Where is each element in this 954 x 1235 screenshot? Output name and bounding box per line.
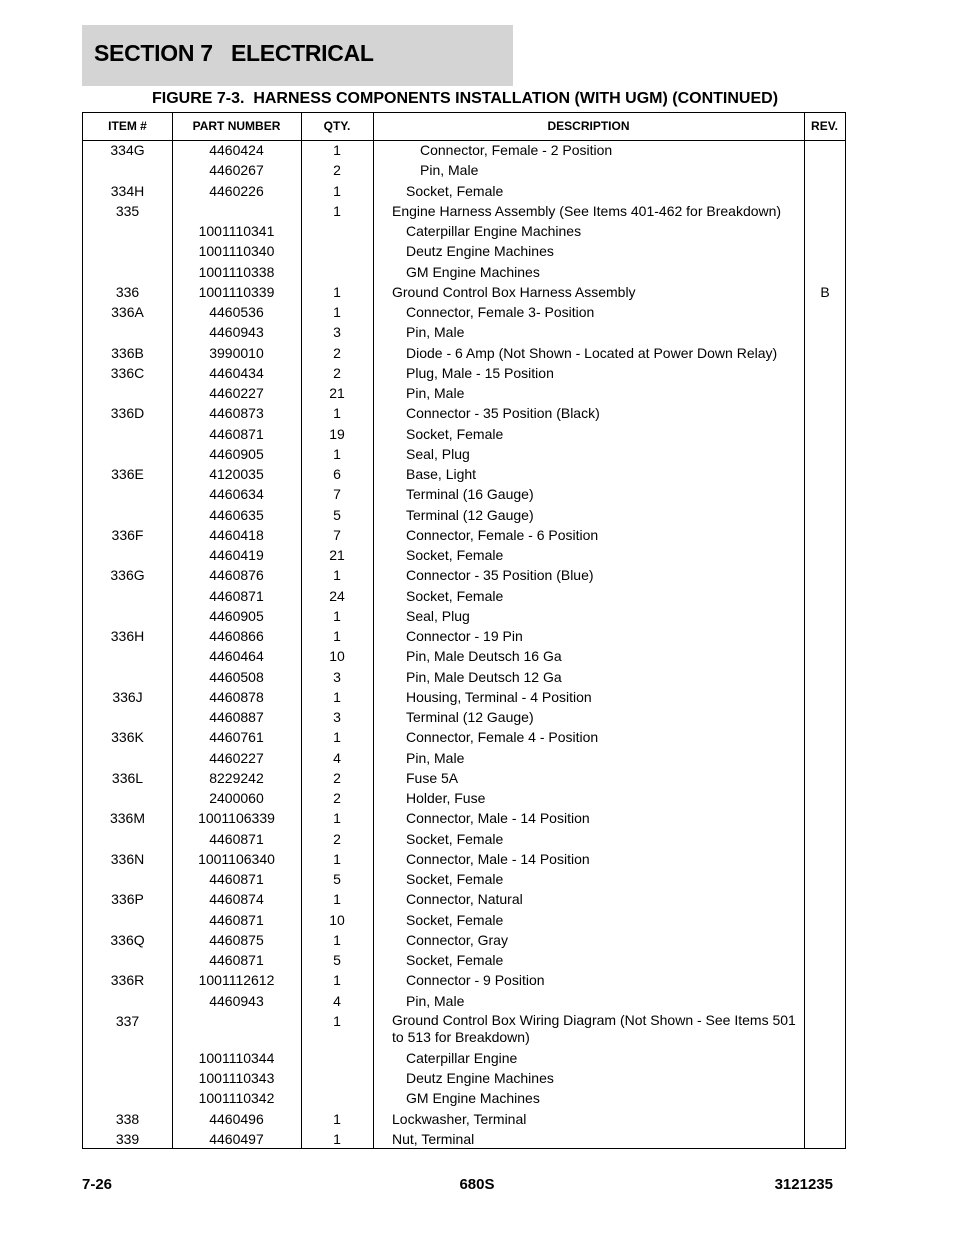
quantity-cell: 1 (333, 304, 341, 320)
figure-title: FIGURE 7-3. HARNESS COMPONENTS INSTALLATION (WITH UGM) (CONTINUED) (151, 90, 779, 107)
item-number-cell: 336A (111, 304, 144, 320)
quantity-cell: 3 (333, 324, 341, 341)
quantity-cell: 2 (333, 162, 341, 179)
part-number-cell: 4460635 (209, 506, 264, 523)
table-row (83, 687, 845, 707)
item-number-cell: 336N (110, 850, 145, 867)
item-number-cell: 336J (112, 688, 143, 705)
table-row (83, 606, 845, 626)
item-number-cell: 336R (110, 972, 145, 989)
table-row (83, 727, 845, 747)
table-row (83, 748, 845, 768)
quantity-cell: 2 (333, 364, 341, 381)
table-row (83, 1011, 845, 1048)
part-number-cell: 3990010 (209, 344, 264, 361)
description-cell: Terminal (12 Gauge) (406, 506, 534, 523)
item-number-cell: 335 (115, 202, 140, 219)
table-row (83, 424, 845, 444)
table-row (83, 525, 845, 545)
item-number-cell: 334G (110, 142, 145, 158)
column-header-item: ITEM # (108, 119, 147, 133)
part-number-cell: 8229242 (209, 769, 264, 786)
quantity-cell: 1 (333, 1110, 341, 1127)
part-number-cell: 4460419 (209, 547, 264, 563)
item-number-cell: 337 (115, 1012, 140, 1029)
quantity-cell: 3 (333, 709, 341, 725)
table-row (83, 646, 845, 666)
part-number-cell: 4460227 (209, 749, 264, 766)
quantity-cell: 1 (333, 1130, 341, 1147)
quantity-cell: 24 (329, 587, 345, 604)
description-cell: GM Engine Machines (406, 263, 540, 280)
description-cell: Pin, Male (406, 385, 465, 401)
column-header-rev: REV. (811, 119, 838, 133)
part-number-cell: 4460905 (209, 607, 264, 624)
quantity-cell: 3 (333, 668, 341, 685)
description-cell: Nut, Terminal (392, 1130, 475, 1147)
item-number-cell: 339 (115, 1130, 140, 1147)
part-number-cell: 4460943 (209, 324, 264, 341)
table-row (83, 1068, 845, 1088)
description-cell: Seal, Plug (406, 445, 470, 462)
table-row (83, 1109, 845, 1129)
part-number-cell: 4460226 (209, 182, 264, 199)
parts-table (82, 112, 846, 1149)
table-row (83, 1048, 845, 1068)
item-number-cell: 336 (115, 283, 140, 300)
quantity-cell: 1 (333, 445, 341, 462)
table-row (83, 444, 845, 464)
quantity-cell: 1 (333, 182, 341, 199)
quantity-cell: 1 (333, 688, 341, 705)
item-number-cell: 336F (111, 526, 144, 543)
part-number-cell: 4460761 (209, 729, 264, 746)
quantity-cell: 2 (333, 769, 341, 786)
description-cell: Caterpillar Engine Machines (406, 223, 582, 239)
part-number-cell: 4460634 (209, 486, 264, 503)
description-cell: Ground Control Box Harness Assembly (392, 283, 636, 300)
table-row (83, 262, 845, 282)
table-row (83, 343, 845, 363)
item-number-cell: 336C (110, 364, 145, 381)
part-number-cell: 1001110344 (198, 1049, 275, 1066)
description-cell: Connector, Female - 6 Position (406, 526, 599, 543)
description-cell: Fuse 5A (406, 769, 459, 786)
description-cell: Connector - 9 Position (406, 972, 545, 989)
section-title: SECTION 7 ELECTRICAL (94, 40, 374, 66)
quantity-cell: 1 (333, 931, 341, 948)
part-number-cell: 4460536 (209, 304, 264, 320)
table-row (83, 282, 845, 302)
item-number-cell: 336D (110, 405, 145, 422)
item-number-cell: 336L (111, 769, 144, 786)
quantity-cell: 21 (329, 547, 345, 563)
part-number-cell: 1001110341 (198, 223, 275, 239)
table-row (83, 889, 845, 909)
table-row (83, 707, 845, 727)
description-cell: Pin, Male (406, 324, 465, 341)
description-cell: Socket, Female (406, 182, 504, 199)
quantity-cell: 1 (333, 142, 341, 158)
quantity-cell: 2 (333, 790, 341, 806)
quantity-cell: 1 (333, 729, 341, 746)
part-number-cell: 4460267 (209, 162, 264, 179)
item-number-cell: 336E (111, 466, 144, 482)
description-cell: Ground Control Box Wiring Diagram (Not Shown - See Items 501 to 513 for Breakdown) (392, 1011, 796, 1045)
model-name: 680S (459, 1176, 495, 1193)
part-number-cell: 1001112612 (198, 972, 275, 989)
column-header-description: DESCRIPTION (547, 119, 630, 133)
description-cell: Lockwasher, Terminal (392, 1110, 527, 1127)
description-cell: Socket, Female (406, 547, 504, 563)
quantity-cell: 2 (333, 344, 341, 361)
part-number-cell: 4460878 (209, 688, 264, 705)
table-row (83, 403, 845, 423)
part-number-cell: 4460508 (209, 668, 264, 685)
table-row (83, 505, 845, 525)
table-row (83, 869, 845, 889)
description-cell: Pin, Male (406, 749, 465, 766)
table-row (83, 910, 845, 930)
part-number-cell: 4460227 (209, 385, 264, 401)
table-row (83, 970, 845, 990)
item-number-cell: 336M (109, 810, 146, 827)
table-row (83, 626, 845, 646)
description-cell: Diode - 6 Amp (Not Shown - Located at Power Down Relay) (406, 344, 778, 361)
description-cell: Pin, Male Deutsch 12 Ga (406, 668, 562, 685)
description-cell: Connector, Female 3- Position (406, 304, 595, 320)
column-header-part-number: PART NUMBER (192, 119, 281, 133)
document-number: 3121235 (774, 1176, 833, 1193)
description-cell: Connector, Male - 14 Position (406, 850, 590, 867)
table-row (83, 322, 845, 342)
item-number-cell: 336G (110, 567, 145, 584)
description-cell: Connector - 19 Pin (406, 628, 523, 644)
table-row (83, 140, 845, 160)
revision-cell: B (820, 283, 830, 300)
description-cell: Socket, Female (406, 830, 504, 847)
item-number-cell: 338 (115, 1110, 140, 1127)
table-row (83, 484, 845, 504)
table-row (83, 181, 845, 201)
table-row (83, 930, 845, 950)
table-row (83, 464, 845, 484)
table-row (83, 363, 845, 383)
quantity-cell: 1 (333, 850, 341, 867)
part-number-cell: 1001110343 (198, 1070, 275, 1086)
item-number-cell: 336H (110, 628, 145, 644)
description-cell: Engine Harness Assembly (See Items 401-462 for Breakdown) (392, 202, 782, 219)
quantity-cell: 1 (333, 1012, 341, 1029)
part-number-cell: 4460887 (209, 709, 264, 725)
description-cell: Pin, Male Deutsch 16 Ga (406, 648, 562, 665)
table-row (83, 241, 845, 261)
part-number-cell: 4460943 (209, 992, 264, 1009)
table-row (83, 1129, 845, 1149)
table-row (83, 1088, 845, 1108)
description-cell: Holder, Fuse (406, 790, 486, 806)
table-row (83, 221, 845, 241)
table-row (83, 545, 845, 565)
table-row (83, 829, 845, 849)
item-number-cell: 334H (110, 182, 145, 199)
description-cell: Caterpillar Engine (406, 1049, 518, 1066)
description-cell: Housing, Terminal - 4 Position (406, 688, 592, 705)
part-number-cell: 4460871 (209, 425, 264, 442)
quantity-cell: 1 (333, 567, 341, 584)
table-row (83, 950, 845, 970)
description-cell: Connector, Gray (406, 931, 508, 948)
part-number-cell: 4460434 (209, 364, 264, 381)
table-row (83, 788, 845, 808)
quantity-cell: 4 (333, 992, 341, 1009)
quantity-cell: 21 (329, 385, 345, 401)
description-cell: Connector - 35 Position (Blue) (406, 567, 594, 584)
quantity-cell: 10 (329, 911, 345, 928)
part-number-cell: 2400060 (209, 790, 264, 806)
description-cell: Plug, Male - 15 Position (406, 364, 554, 381)
quantity-cell: 1 (333, 607, 341, 624)
part-number-cell: 1001110338 (198, 263, 275, 280)
quantity-cell: 1 (333, 628, 341, 644)
table-row (83, 302, 845, 322)
table-row (83, 768, 845, 788)
quantity-cell: 5 (333, 871, 341, 887)
part-number-cell: 1001110342 (198, 1090, 275, 1107)
part-number-cell: 4460874 (209, 891, 264, 908)
part-number-cell: 1001110339 (198, 283, 275, 300)
quantity-cell: 1 (333, 891, 341, 908)
description-cell: Seal, Plug (406, 607, 470, 624)
part-number-cell: 4460418 (209, 526, 264, 543)
description-cell: Socket, Female (406, 952, 504, 968)
part-number-cell: 4460876 (209, 567, 264, 584)
part-number-cell: 4460866 (209, 628, 264, 644)
quantity-cell: 1 (333, 283, 341, 300)
part-number-cell: 1001106339 (198, 810, 275, 827)
item-number-cell: 336P (111, 891, 144, 908)
quantity-cell: 1 (333, 972, 341, 989)
table-row (83, 383, 845, 403)
description-cell: Connector - 35 Position (Black) (406, 405, 600, 422)
table-row (83, 565, 845, 585)
description-cell: Socket, Female (406, 871, 504, 887)
table-row (83, 667, 845, 687)
table-row (83, 160, 845, 180)
description-cell: Deutz Engine Machines (406, 1070, 554, 1086)
item-number-cell: 336B (111, 344, 144, 361)
table-row (83, 991, 845, 1011)
description-cell: Socket, Female (406, 425, 504, 442)
section-header-band (82, 25, 513, 86)
quantity-cell: 2 (333, 830, 341, 847)
description-cell: Terminal (12 Gauge) (406, 709, 534, 725)
quantity-cell: 1 (333, 202, 341, 219)
part-number-cell: 4460905 (209, 445, 264, 462)
description-cell: Base, Light (406, 466, 477, 482)
part-number-cell: 1001106340 (198, 850, 275, 867)
description-cell: Pin, Male (420, 162, 479, 179)
item-number-cell: 336K (111, 729, 144, 746)
part-number-cell: 4460424 (209, 142, 264, 158)
quantity-cell: 5 (333, 506, 341, 523)
part-number-cell: 4460871 (209, 830, 264, 847)
part-number-cell: 4460496 (209, 1110, 264, 1127)
quantity-cell: 1 (333, 405, 341, 422)
quantity-cell: 7 (333, 486, 341, 503)
part-number-cell: 4460871 (209, 952, 264, 968)
quantity-cell: 7 (333, 526, 341, 543)
quantity-cell: 4 (333, 749, 341, 766)
table-row (83, 808, 845, 828)
quantity-cell: 6 (333, 466, 341, 482)
part-number-cell: 4120035 (209, 466, 264, 482)
description-cell: Deutz Engine Machines (406, 243, 554, 260)
item-number-cell: 336Q (110, 931, 145, 948)
part-number-cell: 4460871 (209, 871, 264, 887)
part-number-cell: 4460871 (209, 911, 264, 928)
description-cell: Connector, Male - 14 Position (406, 810, 590, 827)
quantity-cell: 5 (333, 952, 341, 968)
description-cell: Connector, Female - 2 Position (420, 142, 613, 158)
description-cell: Connector, Natural (406, 891, 523, 908)
table-row (83, 849, 845, 869)
quantity-cell: 19 (329, 425, 345, 442)
description-cell: Socket, Female (406, 911, 504, 928)
table-row (83, 586, 845, 606)
part-number-cell: 1001110340 (198, 243, 275, 260)
part-number-cell: 4460873 (209, 405, 264, 422)
part-number-cell: 4460464 (209, 648, 264, 665)
description-cell: Pin, Male (406, 992, 465, 1009)
part-number-cell: 4460871 (209, 587, 264, 604)
description-cell: Socket, Female (406, 587, 504, 604)
page-number: 7-26 (82, 1176, 113, 1193)
quantity-cell: 10 (329, 648, 345, 665)
table-body (83, 140, 845, 1149)
description-cell: Terminal (16 Gauge) (406, 486, 534, 503)
description-cell: Connector, Female 4 - Position (406, 729, 599, 746)
description-cell: GM Engine Machines (406, 1090, 540, 1107)
part-number-cell: 4460497 (209, 1130, 264, 1147)
table-row (83, 201, 845, 221)
column-header-qty: QTY. (323, 119, 351, 133)
part-number-cell: 4460875 (209, 931, 264, 948)
quantity-cell: 1 (333, 810, 341, 827)
